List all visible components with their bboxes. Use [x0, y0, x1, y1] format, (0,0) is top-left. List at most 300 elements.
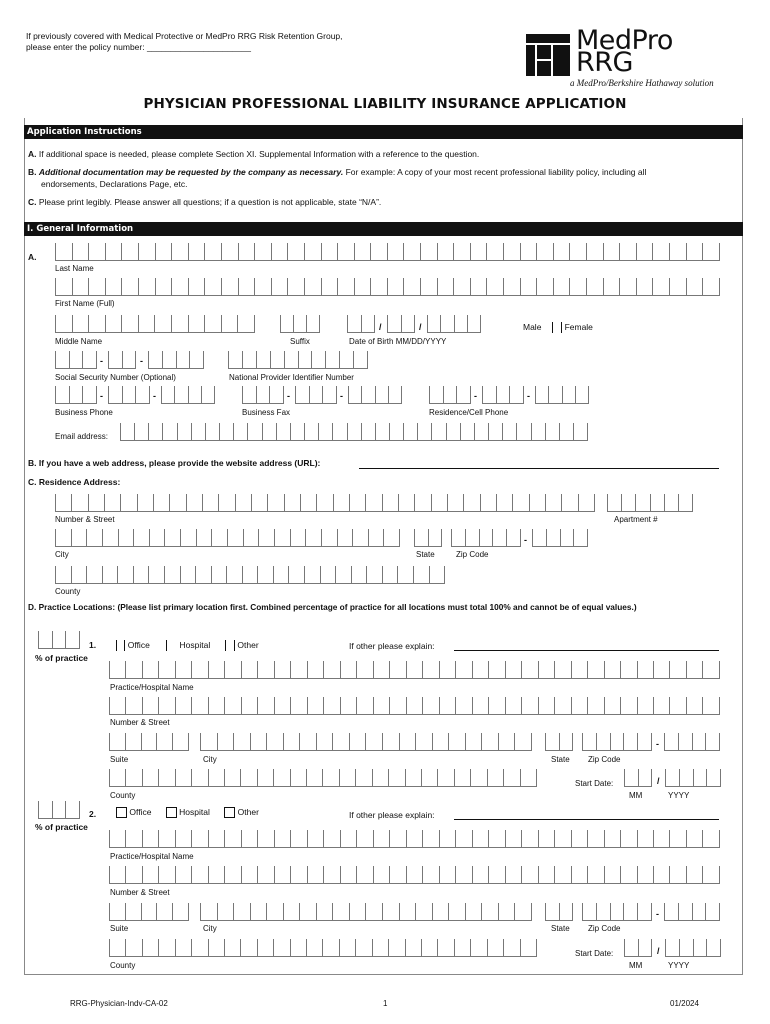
char-box[interactable]: [121, 315, 138, 332]
char-box[interactable]: [372, 939, 388, 956]
char-box[interactable]: [498, 733, 515, 750]
char-box[interactable]: [624, 769, 638, 786]
char-box[interactable]: [474, 423, 488, 440]
char-box[interactable]: [406, 830, 422, 847]
char-box[interactable]: [669, 661, 685, 678]
char-box[interactable]: [307, 661, 323, 678]
char-box[interactable]: [273, 566, 289, 583]
char-box[interactable]: [322, 939, 338, 956]
char-box[interactable]: [299, 733, 316, 750]
char-box[interactable]: [221, 315, 238, 332]
char-box[interactable]: [316, 494, 332, 511]
char-box[interactable]: [403, 423, 417, 440]
char-box[interactable]: [257, 830, 273, 847]
char-box[interactable]: [702, 243, 720, 260]
char-box[interactable]: [603, 278, 620, 295]
char-box[interactable]: [432, 733, 449, 750]
loc1-pct-field[interactable]: [38, 631, 80, 649]
char-box[interactable]: [406, 866, 422, 883]
char-box[interactable]: [250, 903, 267, 920]
char-box[interactable]: [620, 697, 636, 714]
char-box[interactable]: [619, 243, 636, 260]
char-box[interactable]: [240, 939, 256, 956]
char-box[interactable]: [692, 733, 706, 750]
char-box[interactable]: [270, 351, 284, 368]
char-box[interactable]: [569, 278, 586, 295]
char-box[interactable]: [149, 529, 165, 546]
char-box[interactable]: [521, 697, 537, 714]
char-box[interactable]: [373, 866, 389, 883]
char-box[interactable]: [650, 494, 664, 511]
char-box[interactable]: [607, 494, 621, 511]
char-box[interactable]: [365, 903, 382, 920]
char-box[interactable]: [241, 830, 257, 847]
char-box[interactable]: [339, 769, 355, 786]
last-name-field[interactable]: [55, 243, 720, 261]
char-box[interactable]: [309, 386, 323, 403]
char-box[interactable]: [705, 903, 720, 920]
char-box[interactable]: [505, 661, 521, 678]
char-box[interactable]: [323, 866, 339, 883]
char-box[interactable]: [188, 278, 205, 295]
char-box[interactable]: [420, 243, 437, 260]
char-box[interactable]: [348, 386, 361, 403]
char-box[interactable]: [488, 830, 504, 847]
char-box[interactable]: [164, 566, 180, 583]
char-box[interactable]: [421, 939, 437, 956]
char-box[interactable]: [283, 903, 300, 920]
char-box[interactable]: [509, 386, 524, 403]
char-box[interactable]: [686, 830, 702, 847]
char-box[interactable]: [571, 661, 587, 678]
char-box[interactable]: [470, 278, 487, 295]
char-box[interactable]: [492, 529, 506, 546]
char-box[interactable]: [320, 566, 336, 583]
char-box[interactable]: [355, 769, 371, 786]
char-box[interactable]: [653, 697, 669, 714]
char-box[interactable]: [467, 315, 481, 332]
char-box[interactable]: [247, 423, 261, 440]
char-box[interactable]: [520, 769, 537, 786]
char-box[interactable]: [274, 661, 290, 678]
char-box[interactable]: [604, 866, 620, 883]
loc1-hospital-checkbox[interactable]: [166, 640, 167, 651]
char-box[interactable]: [290, 423, 304, 440]
char-box[interactable]: [506, 529, 521, 546]
char-box[interactable]: [388, 939, 404, 956]
char-box[interactable]: [596, 733, 610, 750]
char-box[interactable]: [153, 494, 169, 511]
char-box[interactable]: [571, 697, 587, 714]
char-box[interactable]: [455, 866, 471, 883]
char-box[interactable]: [520, 243, 537, 260]
loc1-practice-name-field[interactable]: [109, 661, 720, 679]
char-box[interactable]: [472, 661, 488, 678]
char-box[interactable]: [175, 830, 191, 847]
char-box[interactable]: [254, 278, 271, 295]
char-box[interactable]: [679, 939, 693, 956]
loc2-zip4-field[interactable]: [664, 903, 720, 921]
email-field[interactable]: [120, 423, 588, 441]
male-option[interactable]: Male Female: [523, 322, 593, 332]
char-box[interactable]: [480, 494, 496, 511]
loc2-hospital-checkbox[interactable]: [166, 807, 177, 818]
char-box[interactable]: [280, 315, 293, 332]
char-box[interactable]: [637, 733, 652, 750]
char-box[interactable]: [340, 830, 356, 847]
char-box[interactable]: [233, 733, 250, 750]
char-box[interactable]: [322, 769, 338, 786]
char-box[interactable]: [548, 386, 561, 403]
residence-state-field[interactable]: [414, 529, 442, 547]
char-box[interactable]: [422, 830, 438, 847]
char-box[interactable]: [52, 801, 66, 818]
char-box[interactable]: [686, 697, 702, 714]
char-box[interactable]: [437, 939, 453, 956]
char-box[interactable]: [274, 529, 290, 546]
char-box[interactable]: [306, 315, 320, 332]
char-box[interactable]: [553, 243, 570, 260]
char-box[interactable]: [446, 423, 460, 440]
dob-year-field[interactable]: [427, 315, 481, 333]
char-box[interactable]: [304, 243, 321, 260]
char-box[interactable]: [69, 386, 83, 403]
char-box[interactable]: [463, 494, 479, 511]
char-box[interactable]: [624, 939, 638, 956]
char-box[interactable]: [487, 769, 503, 786]
website-input-line[interactable]: [359, 468, 719, 469]
char-box[interactable]: [399, 903, 416, 920]
char-box[interactable]: [71, 566, 87, 583]
residence-phone-area[interactable]: [429, 386, 471, 404]
char-box[interactable]: [135, 386, 150, 403]
char-box[interactable]: [603, 243, 620, 260]
business-phone-area[interactable]: [55, 386, 97, 404]
char-box[interactable]: [373, 661, 389, 678]
char-box[interactable]: [439, 830, 455, 847]
char-box[interactable]: [512, 494, 528, 511]
char-box[interactable]: [678, 494, 693, 511]
char-box[interactable]: [488, 423, 502, 440]
char-box[interactable]: [529, 494, 545, 511]
char-box[interactable]: [195, 566, 211, 583]
char-box[interactable]: [503, 243, 520, 260]
char-box[interactable]: [121, 278, 138, 295]
char-box[interactable]: [241, 697, 257, 714]
char-box[interactable]: [158, 769, 174, 786]
char-box[interactable]: [420, 278, 437, 295]
char-box[interactable]: [370, 278, 387, 295]
char-box[interactable]: [652, 243, 669, 260]
char-box[interactable]: [431, 423, 445, 440]
loc2-start-month-field[interactable]: [624, 939, 652, 957]
char-box[interactable]: [417, 423, 431, 440]
char-box[interactable]: [569, 243, 586, 260]
loc1-zip-field[interactable]: [582, 733, 652, 751]
char-box[interactable]: [175, 661, 191, 678]
char-box[interactable]: [191, 939, 207, 956]
char-box[interactable]: [158, 830, 174, 847]
char-box[interactable]: [251, 494, 267, 511]
char-box[interactable]: [546, 529, 560, 546]
char-box[interactable]: [65, 631, 80, 648]
char-box[interactable]: [422, 697, 438, 714]
char-box[interactable]: [401, 315, 416, 332]
char-box[interactable]: [610, 903, 624, 920]
char-box[interactable]: [175, 697, 191, 714]
char-box[interactable]: [545, 494, 561, 511]
char-box[interactable]: [505, 830, 521, 847]
char-box[interactable]: [332, 903, 349, 920]
char-box[interactable]: [162, 351, 176, 368]
char-box[interactable]: [559, 903, 574, 920]
char-box[interactable]: [125, 697, 141, 714]
char-box[interactable]: [586, 278, 603, 295]
char-box[interactable]: [211, 566, 227, 583]
loc2-street-field[interactable]: [109, 866, 720, 884]
char-box[interactable]: [273, 769, 289, 786]
char-box[interactable]: [204, 315, 221, 332]
residence-city-field[interactable]: [55, 529, 400, 547]
char-box[interactable]: [88, 494, 104, 511]
char-box[interactable]: [669, 278, 686, 295]
char-box[interactable]: [481, 903, 498, 920]
char-box[interactable]: [196, 529, 212, 546]
char-box[interactable]: [335, 566, 351, 583]
char-box[interactable]: [332, 733, 349, 750]
char-box[interactable]: [142, 866, 158, 883]
char-box[interactable]: [316, 903, 333, 920]
char-box[interactable]: [455, 697, 471, 714]
char-box[interactable]: [71, 494, 87, 511]
char-box[interactable]: [686, 866, 702, 883]
char-box[interactable]: [587, 830, 603, 847]
char-box[interactable]: [238, 278, 255, 295]
char-box[interactable]: [321, 278, 338, 295]
char-box[interactable]: [535, 386, 548, 403]
char-box[interactable]: [72, 243, 89, 260]
char-box[interactable]: [503, 939, 519, 956]
char-box[interactable]: [389, 661, 405, 678]
char-box[interactable]: [460, 423, 474, 440]
char-box[interactable]: [283, 733, 300, 750]
char-box[interactable]: [171, 278, 188, 295]
char-box[interactable]: [257, 566, 273, 583]
char-box[interactable]: [52, 631, 66, 648]
char-box[interactable]: [702, 661, 719, 678]
char-box[interactable]: [678, 733, 692, 750]
char-box[interactable]: [177, 423, 191, 440]
char-box[interactable]: [224, 697, 240, 714]
char-box[interactable]: [339, 939, 355, 956]
char-box[interactable]: [538, 661, 554, 678]
char-box[interactable]: [553, 278, 570, 295]
char-box[interactable]: [288, 566, 304, 583]
char-box[interactable]: [693, 939, 707, 956]
char-box[interactable]: [686, 243, 703, 260]
char-box[interactable]: [361, 386, 374, 403]
char-box[interactable]: [271, 278, 288, 295]
char-box[interactable]: [503, 278, 520, 295]
char-box[interactable]: [155, 278, 172, 295]
char-box[interactable]: [233, 423, 247, 440]
char-box[interactable]: [406, 661, 422, 678]
char-box[interactable]: [389, 423, 403, 440]
char-box[interactable]: [403, 243, 420, 260]
char-box[interactable]: [451, 529, 465, 546]
char-box[interactable]: [333, 494, 349, 511]
char-box[interactable]: [293, 315, 306, 332]
loc2-state-field[interactable]: [545, 903, 573, 921]
char-box[interactable]: [109, 866, 125, 883]
char-box[interactable]: [172, 903, 189, 920]
loc2-zip-field[interactable]: [582, 903, 652, 921]
char-box[interactable]: [262, 423, 276, 440]
char-box[interactable]: [158, 939, 174, 956]
char-box[interactable]: [465, 733, 482, 750]
char-box[interactable]: [415, 903, 432, 920]
char-box[interactable]: [482, 386, 496, 403]
char-box[interactable]: [397, 566, 413, 583]
char-box[interactable]: [274, 830, 290, 847]
char-box[interactable]: [208, 661, 224, 678]
char-box[interactable]: [186, 494, 202, 511]
char-box[interactable]: [241, 866, 257, 883]
char-box[interactable]: [242, 566, 258, 583]
char-box[interactable]: [226, 566, 242, 583]
char-box[interactable]: [706, 769, 721, 786]
char-box[interactable]: [55, 351, 69, 368]
char-box[interactable]: [55, 315, 72, 332]
char-box[interactable]: [287, 243, 304, 260]
char-box[interactable]: [356, 661, 372, 678]
apartment-field[interactable]: [607, 494, 693, 512]
char-box[interactable]: [521, 866, 537, 883]
char-box[interactable]: [413, 566, 429, 583]
char-box[interactable]: [355, 939, 371, 956]
char-box[interactable]: [587, 661, 603, 678]
char-box[interactable]: [266, 903, 283, 920]
char-box[interactable]: [142, 661, 158, 678]
char-box[interactable]: [604, 661, 620, 678]
char-box[interactable]: [318, 423, 332, 440]
char-box[interactable]: [365, 733, 382, 750]
char-box[interactable]: [108, 386, 122, 403]
char-box[interactable]: [189, 351, 204, 368]
char-box[interactable]: [108, 351, 122, 368]
char-box[interactable]: [201, 386, 215, 403]
char-box[interactable]: [109, 733, 125, 750]
char-box[interactable]: [204, 278, 221, 295]
char-box[interactable]: [172, 733, 189, 750]
char-box[interactable]: [109, 939, 125, 956]
char-box[interactable]: [250, 733, 267, 750]
char-box[interactable]: [142, 939, 158, 956]
char-box[interactable]: [520, 278, 537, 295]
char-box[interactable]: [465, 529, 479, 546]
char-box[interactable]: [514, 903, 532, 920]
char-box[interactable]: [221, 243, 238, 260]
char-box[interactable]: [188, 386, 201, 403]
char-box[interactable]: [373, 830, 389, 847]
loc2-suite-field[interactable]: [109, 903, 189, 921]
char-box[interactable]: [383, 529, 400, 546]
char-box[interactable]: [414, 494, 430, 511]
residence-street-field[interactable]: [55, 494, 595, 512]
char-box[interactable]: [437, 278, 454, 295]
char-box[interactable]: [125, 830, 141, 847]
char-box[interactable]: [88, 315, 105, 332]
char-box[interactable]: [481, 733, 498, 750]
char-box[interactable]: [125, 769, 141, 786]
char-box[interactable]: [109, 661, 125, 678]
char-box[interactable]: [620, 830, 636, 847]
char-box[interactable]: [323, 661, 339, 678]
char-box[interactable]: [403, 278, 420, 295]
char-box[interactable]: [439, 866, 455, 883]
char-box[interactable]: [88, 278, 105, 295]
char-box[interactable]: [596, 903, 610, 920]
residence-county-field[interactable]: [55, 566, 445, 584]
char-box[interactable]: [399, 733, 416, 750]
char-box[interactable]: [137, 494, 153, 511]
char-box[interactable]: [573, 529, 588, 546]
char-box[interactable]: [55, 529, 71, 546]
char-box[interactable]: [257, 866, 273, 883]
char-box[interactable]: [175, 866, 191, 883]
char-box[interactable]: [121, 243, 138, 260]
char-box[interactable]: [311, 351, 325, 368]
char-box[interactable]: [623, 733, 637, 750]
char-box[interactable]: [120, 423, 134, 440]
char-box[interactable]: [235, 494, 251, 511]
char-box[interactable]: [71, 529, 87, 546]
char-box[interactable]: [545, 733, 559, 750]
char-box[interactable]: [388, 769, 404, 786]
char-box[interactable]: [375, 386, 388, 403]
char-box[interactable]: [224, 939, 240, 956]
char-box[interactable]: [211, 529, 227, 546]
char-box[interactable]: [284, 351, 298, 368]
char-box[interactable]: [349, 903, 366, 920]
loc2-county-field[interactable]: [109, 939, 537, 957]
char-box[interactable]: [702, 866, 719, 883]
char-box[interactable]: [290, 661, 306, 678]
char-box[interactable]: [109, 830, 125, 847]
char-box[interactable]: [155, 243, 172, 260]
loc1-explain-line[interactable]: [454, 650, 719, 651]
char-box[interactable]: [38, 801, 52, 818]
char-box[interactable]: [665, 939, 679, 956]
char-box[interactable]: [218, 494, 234, 511]
char-box[interactable]: [72, 315, 89, 332]
char-box[interactable]: [406, 697, 422, 714]
char-box[interactable]: [258, 529, 274, 546]
business-fax-line[interactable]: [348, 386, 402, 404]
char-box[interactable]: [304, 566, 320, 583]
char-box[interactable]: [586, 243, 603, 260]
char-box[interactable]: [705, 733, 720, 750]
business-fax-prefix[interactable]: [295, 386, 337, 404]
loc2-pct-field[interactable]: [38, 801, 80, 819]
char-box[interactable]: [171, 243, 188, 260]
char-box[interactable]: [638, 769, 653, 786]
char-box[interactable]: [637, 697, 653, 714]
char-box[interactable]: [105, 315, 122, 332]
loc1-start-year-field[interactable]: [665, 769, 721, 787]
char-box[interactable]: [290, 830, 306, 847]
char-box[interactable]: [169, 494, 185, 511]
